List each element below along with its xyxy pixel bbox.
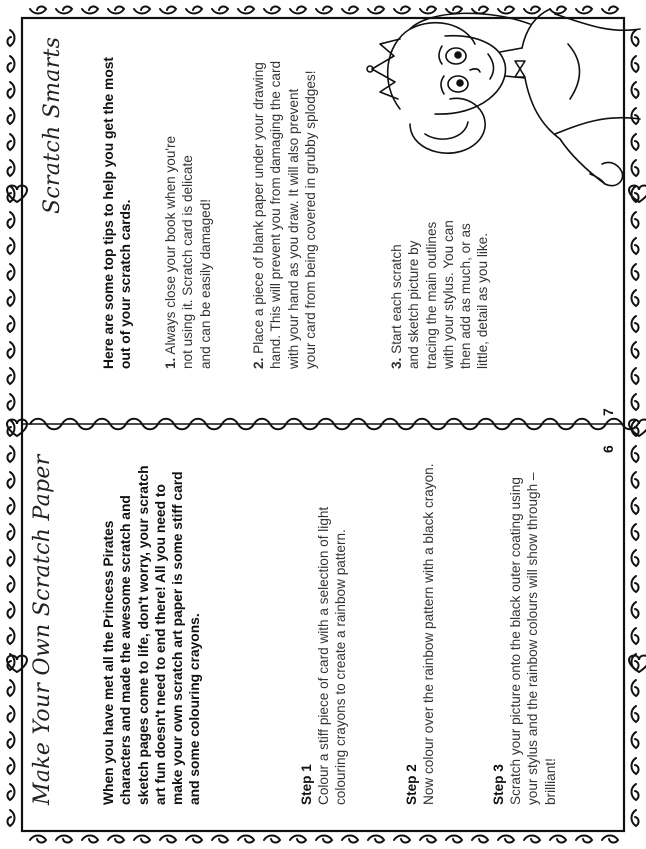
page-number-right: 7 [600,408,616,416]
tip-2-text: Place a piece of blank paper under your drawing hand. This will prevent you from damaging the card with your hand as you draw. It will also prevent your card from being covered in grubby splodges! [251,60,318,369]
tip-2 [250,59,319,369]
princess-illustration [340,4,645,194]
left-page-intro: When you have met all the Princess Pirates characters and made the awesome scratch and sketch pages come to life, don't worry, your scratch art fun doesn't need to end there! All you need to make your own scratch art paper is some stiff card and some colouring crayons. [101,465,203,805]
left-page [0,425,646,849]
right-page-title: Scratch Smarts [40,36,65,214]
step-1-heading: Step 1 [299,764,314,805]
step-2-heading: Step 2 [404,764,419,805]
tip-1 [162,134,214,369]
right-page-intro: Here are some top tips to help you get the most out of your scratch cards. [101,56,134,369]
tip-1-text: Always close your book when you're not using it. Scratch card is delicate and can be easily damaged! [163,135,213,369]
tip-2-number: 2. [251,357,266,369]
tip-3 [388,219,492,369]
step-3-text: Scratch your picture onto the black outer coating using your stylus and the rainbow colours will show through – brilliant! [508,472,558,805]
tip-1-number: 1. [163,357,178,369]
page-number-left: 6 [600,445,616,453]
left-page-title: Make Your Own Scratch Paper [30,454,55,805]
tip-3-text: Start each scratch and sketch picture by tracing the main outlines with your stylus. You can then add as much, or as little, detail as you like. [389,220,491,369]
step-1-text: Colour a stiff piece of card with a selection of light colouring crayons to create a rainbow pattern. [316,506,349,805]
tip-3-number: 3. [389,357,404,369]
step-3-heading: Step 3 [491,764,506,805]
step-2-text: Now colour over the rainbow pattern with a black crayon. [421,463,436,805]
right-page [0,0,646,424]
